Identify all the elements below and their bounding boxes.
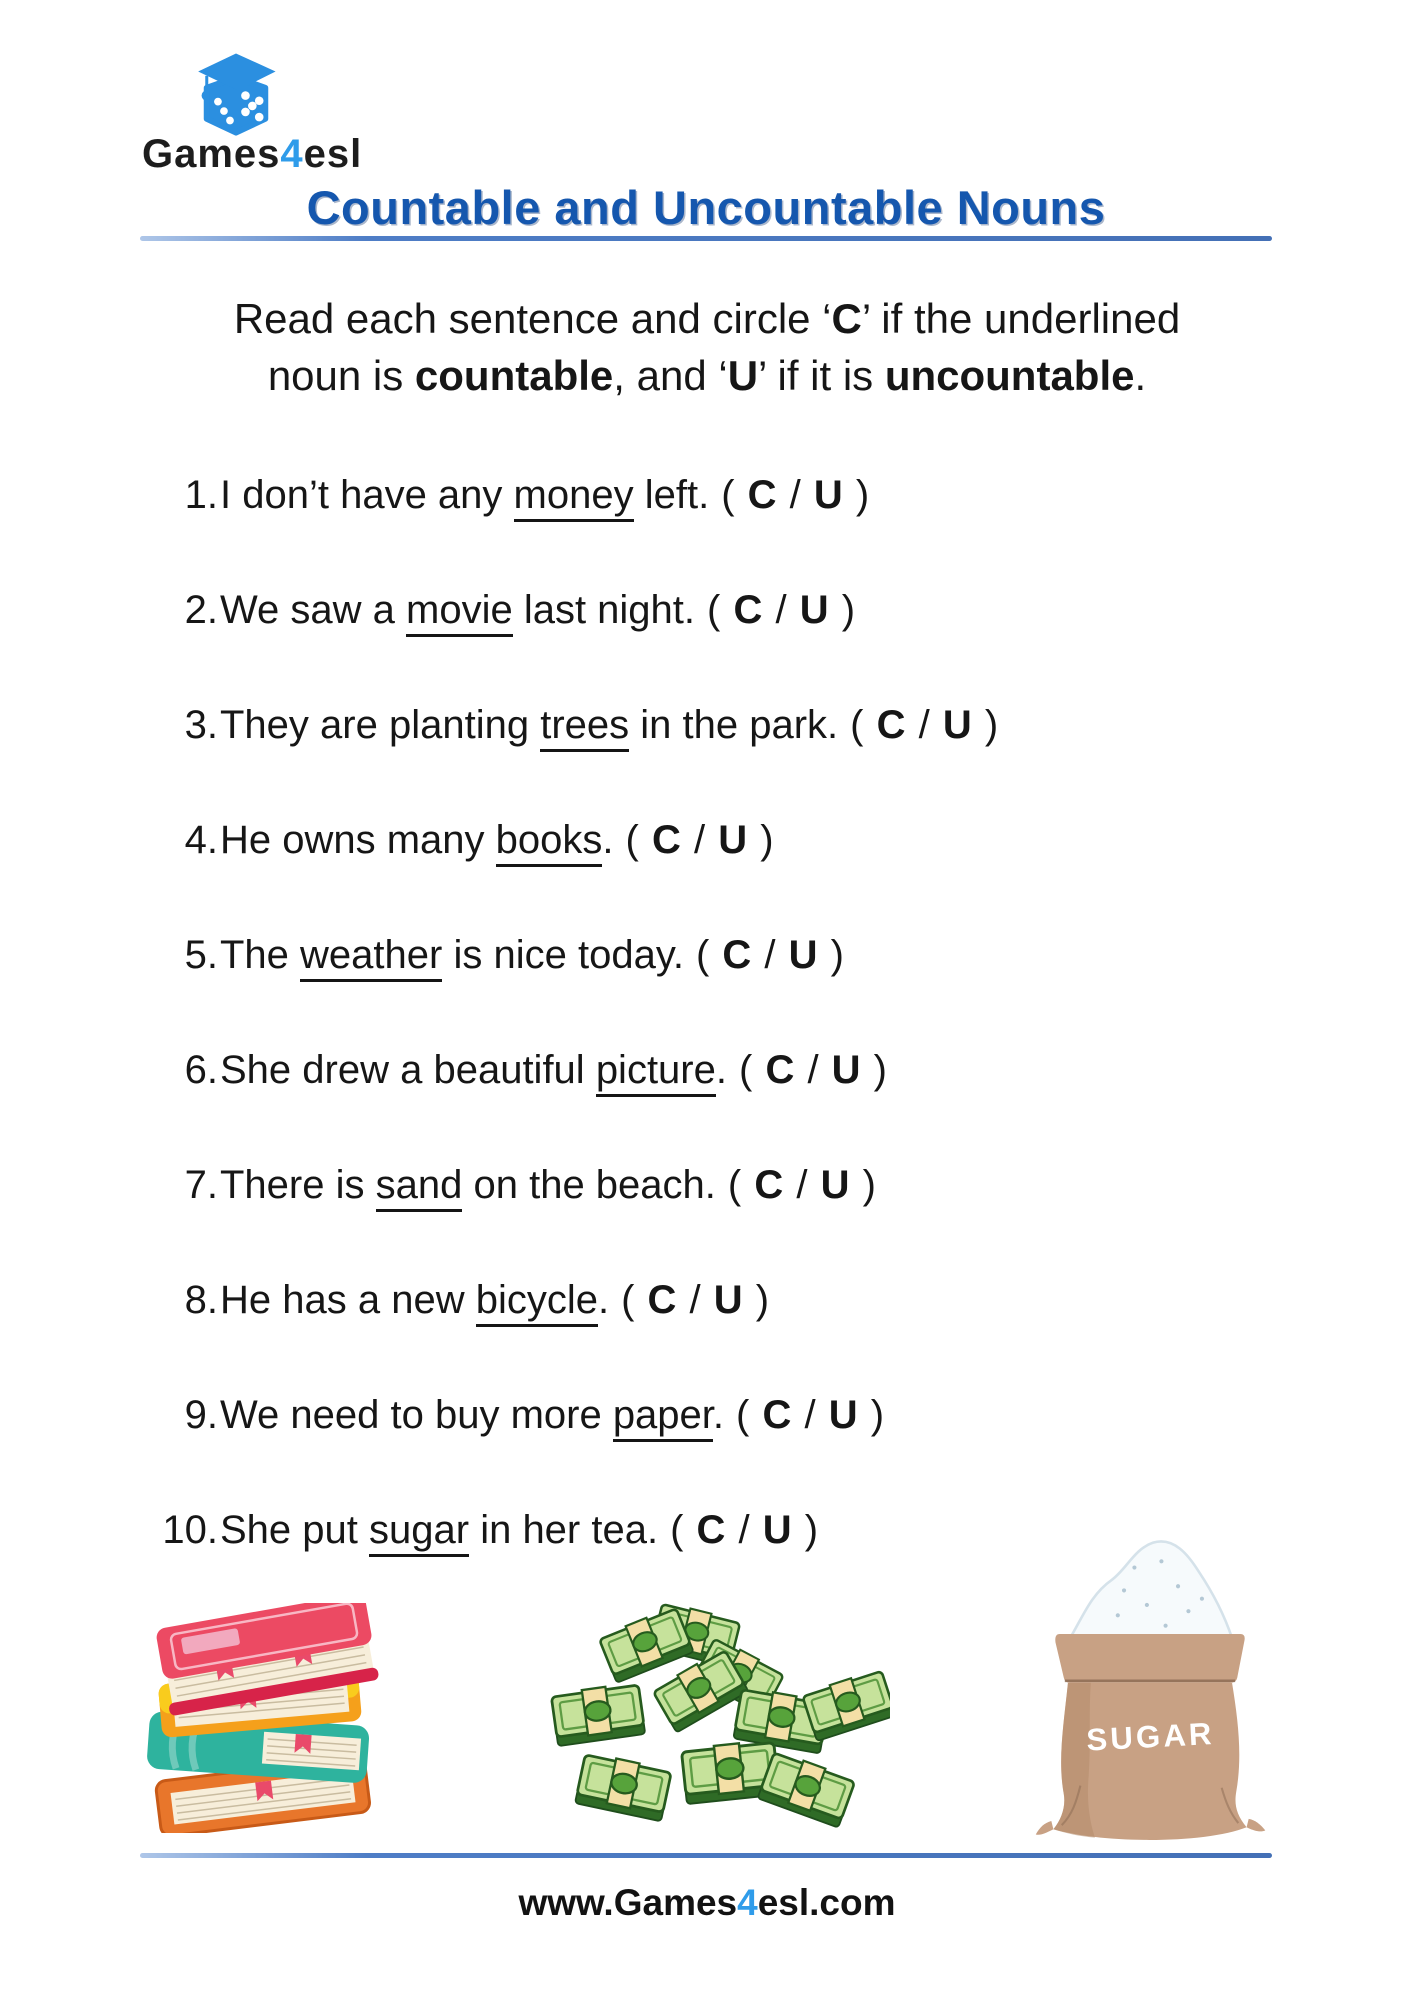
question-number: 9. <box>184 1393 218 1437</box>
option-uncountable[interactable]: U <box>828 1393 859 1437</box>
question-text: She drew a beautiful <box>220 1048 596 1092</box>
sugar-mound <box>1070 1541 1232 1638</box>
money-pile-illustration <box>538 1596 890 1840</box>
option-uncountable[interactable]: U <box>762 1508 793 1552</box>
question-text-end: last night. <box>512 588 696 632</box>
option-countable[interactable]: C <box>651 818 682 862</box>
sugar-bag-illustration <box>1030 1526 1270 1848</box>
option-separator: / <box>777 473 814 517</box>
page-title: Countable and Uncountable Nouns <box>306 181 1106 234</box>
question-number: 4. <box>184 818 218 862</box>
option-uncountable[interactable]: U <box>831 1048 862 1092</box>
sugar-bag-label: SUGAR <box>1085 1715 1216 1758</box>
option-uncountable[interactable]: U <box>788 933 819 977</box>
answer-options <box>850 703 999 747</box>
question-text: The <box>220 933 301 977</box>
underlined-noun: sand <box>376 1163 463 1212</box>
underlined-noun: sugar <box>369 1508 469 1557</box>
paren-open: ( <box>721 473 748 517</box>
underlined-noun: movie <box>406 588 513 637</box>
paren-open: ( <box>670 1508 697 1552</box>
paren-open: ( <box>850 703 877 747</box>
answer-options <box>739 1048 888 1092</box>
footer-url-accent: 4 <box>737 1882 758 1923</box>
money-bundle <box>551 1682 645 1746</box>
brand-suffix: esl <box>303 132 363 176</box>
underlined-noun: picture <box>596 1048 716 1097</box>
option-countable[interactable]: C <box>696 1508 727 1552</box>
option-separator: / <box>795 1048 832 1092</box>
questions-list <box>0 472 1414 1622</box>
answer-options <box>707 588 856 632</box>
money-bundle <box>575 1752 672 1821</box>
paren-close: ) <box>792 1508 820 1552</box>
dice-pip <box>241 108 250 117</box>
option-countable[interactable]: C <box>647 1278 678 1322</box>
underlined-noun: paper <box>613 1393 713 1442</box>
dice-pip <box>255 96 264 105</box>
dice-pip <box>220 107 228 115</box>
option-separator: / <box>752 933 789 977</box>
paren-open: ( <box>739 1048 766 1092</box>
answer-options <box>736 1393 885 1437</box>
option-separator: / <box>681 818 719 862</box>
paren-open: ( <box>625 818 652 862</box>
question-text: We need to buy more <box>220 1393 613 1437</box>
instruction-text: Read each sentence and circle ‘ <box>233 295 832 342</box>
option-uncountable[interactable]: U <box>813 473 844 517</box>
underlined-noun: books <box>496 818 603 867</box>
question-text: He has a new <box>220 1278 476 1322</box>
dice-pip <box>226 117 234 125</box>
paren-close: ) <box>829 588 857 632</box>
option-countable[interactable]: C <box>765 1048 796 1092</box>
question-text-end: in the park. <box>629 703 839 747</box>
option-countable[interactable]: C <box>722 933 753 977</box>
question-item <box>0 817 1414 863</box>
instruction-text: , and ‘ <box>613 352 728 399</box>
paren-open: ( <box>727 1163 755 1207</box>
answer-options <box>621 1278 770 1322</box>
answer-options <box>670 1508 819 1552</box>
question-text-end: on the beach. <box>462 1163 716 1207</box>
question-text: They are planting <box>220 703 541 747</box>
option-uncountable[interactable]: U <box>820 1163 851 1207</box>
bag-corner-flap <box>1247 1819 1266 1831</box>
option-uncountable[interactable]: U <box>713 1278 744 1322</box>
brand-prefix: Games <box>142 132 281 176</box>
answer-options <box>626 818 775 862</box>
graduation-cap-dice-icon <box>188 50 284 136</box>
question-text-end: is nice today. <box>442 933 684 977</box>
answer-options <box>721 473 870 517</box>
question-number: 1. <box>184 473 218 517</box>
question-number: 8. <box>184 1278 218 1322</box>
paren-close: ) <box>850 1163 877 1207</box>
instruction-keyword: countable <box>414 352 614 399</box>
option-separator: / <box>763 588 800 632</box>
paren-close: ) <box>843 473 871 517</box>
underlined-noun: weather <box>300 933 442 982</box>
option-uncountable[interactable]: U <box>942 703 973 747</box>
paren-open: ( <box>736 1393 763 1437</box>
dice-pip <box>255 113 264 122</box>
paren-close: ) <box>972 703 1000 747</box>
question-item <box>0 932 1414 978</box>
question-item <box>0 1277 1414 1323</box>
instruction-text: ’ if the underlined <box>861 295 1181 342</box>
question-item <box>0 1162 1414 1208</box>
bag-shading <box>1053 1683 1095 1838</box>
dice-pip <box>248 102 257 111</box>
question-text-end: . <box>602 818 614 862</box>
option-countable[interactable]: C <box>876 703 907 747</box>
option-separator: / <box>792 1393 829 1437</box>
question-text-end: . <box>712 1393 725 1437</box>
option-uncountable[interactable]: U <box>799 588 830 632</box>
footer-url-prefix: www.Games <box>518 1882 738 1923</box>
money-bundle <box>598 1606 693 1683</box>
question-item <box>0 472 1414 518</box>
paren-open: ( <box>707 588 734 632</box>
paren-close: ) <box>858 1393 886 1437</box>
bag-cuff <box>1055 1634 1244 1683</box>
brand-wordmark <box>142 132 362 177</box>
option-countable[interactable]: C <box>754 1163 785 1207</box>
footer-url <box>0 1882 1414 1924</box>
bag-corner-flap <box>1036 1821 1054 1835</box>
footer-divider <box>140 1853 1272 1858</box>
question-item <box>0 587 1414 633</box>
question-item <box>0 1392 1414 1438</box>
underlined-noun: bicycle <box>476 1278 598 1327</box>
question-text: I don’t have any <box>220 473 514 517</box>
question-text: We saw a <box>220 588 406 632</box>
question-text-end: left. <box>633 473 710 517</box>
paren-close: ) <box>748 818 775 862</box>
option-countable[interactable]: C <box>762 1393 793 1437</box>
instruction-text: noun is <box>267 352 415 399</box>
brand-accent: 4 <box>280 132 304 176</box>
option-uncountable[interactable]: U <box>718 818 749 862</box>
dice-pip <box>214 98 222 106</box>
question-number: 7. <box>184 1163 218 1207</box>
instruction-keyword: C <box>831 295 862 342</box>
question-item <box>0 702 1414 748</box>
paren-close: ) <box>743 1278 771 1322</box>
question-text-end: in her tea. <box>469 1508 659 1552</box>
option-countable[interactable]: C <box>747 473 778 517</box>
paren-close: ) <box>861 1048 888 1092</box>
paren-close: ) <box>818 933 845 977</box>
money-bundle <box>802 1669 890 1741</box>
question-text-end: . <box>715 1048 727 1092</box>
question-item <box>0 1047 1414 1093</box>
underlined-noun: trees <box>540 703 629 752</box>
option-separator: / <box>784 1163 821 1207</box>
paren-open: ( <box>621 1278 648 1322</box>
question-text: There is <box>220 1163 376 1207</box>
option-separator: / <box>726 1508 763 1552</box>
footer-url-suffix: esl.com <box>757 1882 896 1923</box>
dice-pip <box>241 91 250 100</box>
question-number: 2. <box>184 588 218 632</box>
question-number: 3. <box>184 703 218 747</box>
instruction-text: ’ if it is <box>758 352 885 399</box>
books-stack-illustration <box>146 1603 384 1833</box>
instructions-line-1 <box>80 290 1334 347</box>
option-separator: / <box>906 703 943 747</box>
title-divider <box>140 236 1272 241</box>
question-text: He owns many <box>220 818 496 862</box>
underlined-noun: money <box>514 473 634 522</box>
question-text: She put <box>220 1508 370 1552</box>
answer-options <box>728 1163 877 1207</box>
instruction-keyword: uncountable <box>884 352 1135 399</box>
option-separator: / <box>677 1278 714 1322</box>
money-bundle <box>758 1750 856 1827</box>
paren-open: ( <box>695 933 723 977</box>
answer-options <box>696 933 845 977</box>
instruction-text: . <box>1134 352 1147 399</box>
question-text-end: . <box>597 1278 610 1322</box>
question-number: 6. <box>184 1048 218 1092</box>
instruction-keyword: U <box>727 352 759 399</box>
option-countable[interactable]: C <box>733 588 764 632</box>
question-number: 5. <box>184 933 218 977</box>
instructions-line-2 <box>80 347 1334 404</box>
question-number: 10. <box>162 1508 218 1552</box>
instructions <box>80 290 1334 404</box>
